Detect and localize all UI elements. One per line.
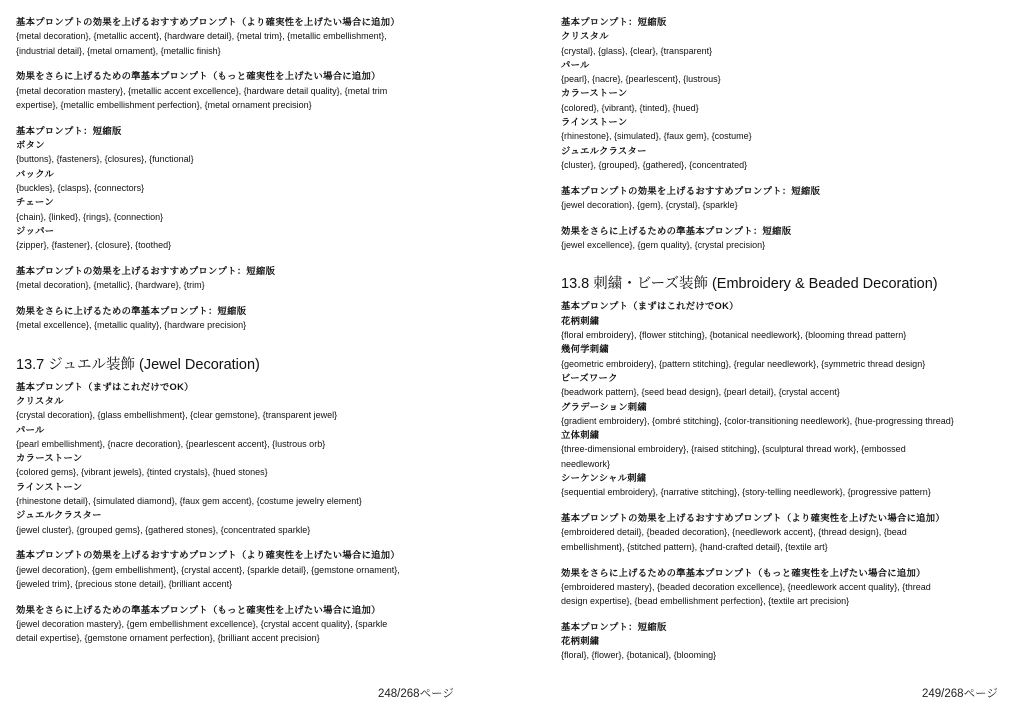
prompt-text: {gradient embroidery}, {ombré stitching}, {color-transitioning needlework}, {hue-progressing thread} (561, 415, 954, 426)
item-label: グラデーション刺繍 (561, 401, 647, 412)
prompt-text: {jewel excellence}, {gem quality}, {crystal precision} (561, 240, 766, 251)
prompt-text: {metal excellence}, {metallic quality}, {hardware precision} (16, 320, 247, 331)
prompt-text: {crystal}, {glass}, {clear}, {transparent} (561, 45, 713, 56)
item-label: クリスタル (561, 31, 609, 42)
item-label: クリスタル (16, 395, 64, 406)
prompt-text: {jeweled trim}, {precious stone detail}, {brilliant accent} (16, 579, 233, 589)
prompt-text: detail expertise}, {gemstone ornament perfection}, {brilliant accent precision} (16, 633, 320, 644)
prompt-text: {beadwork pattern}, {seed bead design}, {pearl detail}, {crystal accent} (561, 387, 840, 398)
prompt-text: {rhinestone detail}, {simulated diamond}, {faux gem accent}, {costume jewelry element} (16, 496, 362, 507)
page-number: 248/268ページ (378, 688, 454, 700)
prompt-block (561, 566, 1024, 609)
prompt-text: {industrial detail}, {metal ornament}, {metallic finish} (16, 45, 221, 56)
prompt-text: {pearl}, {nacre}, {pearlescent}, {lustrous} (561, 74, 721, 85)
prompt-block (16, 69, 506, 112)
prompt-block (16, 304, 506, 333)
item-label: 立体刺繍 (561, 430, 600, 441)
prompt-text: design expertise}, {bead embellishment perfection}, {textile art precision} (561, 596, 850, 607)
block-heading: 基本プロンプトの効果を上げるおすすめプロンプト（より確実性を上げたい場合に追加） (561, 513, 945, 524)
block-heading: 基本プロンプト：短縮版 (561, 621, 667, 632)
page-248 (16, 15, 506, 657)
prompt-text: {pearl embellishment}, {nacre decoration}, {pearlescent accent}, {lustrous orb} (16, 438, 326, 449)
prompt-text: {embroidered mastery}, {beaded decoration excellence}, {needlework accent quality}, {thread (561, 581, 931, 592)
prompt-block (561, 15, 1024, 172)
prompt-block (561, 224, 1024, 253)
prompt-text: {metal decoration}, {metallic}, {hardware}, {trim} (16, 280, 205, 291)
prompt-text: {jewel decoration}, {gem embellishment}, {crystal accent}, {sparkle detail}, {gemstone ornament}, (16, 564, 400, 575)
block-heading: 基本プロンプトの効果を上げるおすすめプロンプト（より確実性を上げたい場合に追加） (16, 17, 400, 27)
item-label: カラーストーン (561, 88, 628, 99)
prompt-block (16, 15, 506, 58)
block-heading: 基本プロンプト：短縮版 (561, 17, 667, 27)
item-label: カラーストーン (16, 453, 83, 464)
item-label: バックル (16, 168, 55, 179)
prompt-text: {floral embroidery}, {flower stitching}, {botanical needlework}, {blooming thread pattern} (561, 330, 907, 341)
prompt-text: needlework} (561, 458, 611, 469)
item-label: パール (16, 424, 45, 435)
prompt-block (16, 380, 506, 537)
prompt-text: {metal decoration}, {metallic accent}, {hardware detail}, {metal trim}, {metallic embellishment}, (16, 31, 387, 42)
item-label: 花柄刺繍 (561, 315, 600, 326)
prompt-block (16, 548, 506, 591)
prompt-block (16, 264, 506, 293)
prompt-text: embellishment}, {stitched pattern}, {hand-crafted detail}, {textile art} (561, 541, 828, 552)
block-heading: 基本プロンプトの効果を上げるおすすめプロンプト：短縮版 (561, 185, 821, 196)
block-heading: 効果をさらに上げるための準基本プロンプト：短縮版 (561, 225, 792, 236)
prompt-text: {jewel decoration}, {gem}, {crystal}, {sparkle} (561, 200, 738, 211)
prompt-text: {cluster}, {grouped}, {gathered}, {concentrated} (561, 159, 748, 170)
section-heading: 13.7 ジュエル装飾 (Jewel Decoration) (16, 356, 260, 373)
block-heading: 効果をさらに上げるための準基本プロンプト（もっと確実性を上げたい場合に追加） (561, 567, 926, 578)
prompt-text: expertise}, {metallic embellishment perfection}, {metal ornament precision} (16, 99, 312, 110)
prompt-text: {zipper}, {fastener}, {closure}, {toothed} (16, 240, 172, 251)
block-heading: 基本プロンプト（まずはこれだけでOK） (16, 381, 194, 392)
block-heading: 基本プロンプト：短縮版 (16, 125, 122, 136)
section-heading: 13.8 刺繍・ビーズ装飾 (Embroidery & Beaded Decoration) (561, 276, 938, 293)
block-heading: 基本プロンプト（まずはこれだけでOK） (561, 301, 739, 312)
prompt-block (16, 603, 506, 646)
prompt-text: {crystal decoration}, {glass embellishment}, {clear gemstone}, {transparent jewel} (16, 410, 338, 421)
page-number: 249/268ページ (922, 688, 998, 700)
prompt-block (561, 620, 1024, 663)
page-249 (561, 15, 1024, 674)
prompt-text: {buckles}, {clasps}, {connectors} (16, 182, 145, 193)
prompt-text: {metal decoration mastery}, {metallic accent excellence}, {hardware detail quality}, {metal trim (16, 85, 388, 96)
item-label: ジュエルクラスター (561, 145, 647, 156)
block-heading: 効果をさらに上げるための準基本プロンプト：短縮版 (16, 306, 247, 317)
prompt-text: {colored gems}, {vibrant jewels}, {tinted crystals}, {hued stones} (16, 467, 268, 478)
item-label: 花柄刺繍 (561, 636, 600, 647)
prompt-text: {sequential embroidery}, {narrative stitching}, {story-telling needlework}, {progressive pattern} (561, 487, 931, 498)
prompt-text: {rhinestone}, {simulated}, {faux gem}, {costume} (561, 131, 752, 142)
prompt-text: {three-dimensional embroidery}, {raised stitching}, {sculptural thread work}, {embossed (561, 444, 906, 455)
prompt-text: {jewel decoration mastery}, {gem embellishment excellence}, {crystal accent quality}, {sparkle (16, 619, 388, 630)
item-label: パール (561, 59, 590, 70)
block-heading: 効果をさらに上げるための準基本プロンプト（もっと確実性を上げたい場合に追加） (16, 71, 381, 82)
prompt-block (16, 124, 506, 253)
prompt-text: {chain}, {linked}, {rings}, {connection} (16, 211, 164, 222)
item-label: シーケンシャル刺繍 (561, 473, 647, 484)
item-label: ラインストーン (16, 481, 83, 492)
prompt-block (561, 184, 1024, 213)
item-label: ジュエルクラスター (16, 510, 102, 521)
item-label: ビーズワーク (561, 372, 618, 383)
prompt-block (561, 299, 1024, 499)
item-label: ラインストーン (561, 117, 628, 128)
item-label: ジッパー (16, 225, 55, 236)
item-label: ボタン (16, 140, 45, 151)
prompt-text: {geometric embroidery}, {pattern stitching}, {regular needlework}, {symmetric thread design} (561, 358, 926, 369)
prompt-text: {buttons}, {fasteners}, {closures}, {functional} (16, 154, 194, 165)
block-heading: 効果をさらに上げるための準基本プロンプト（もっと確実性を上げたい場合に追加） (16, 604, 381, 615)
prompt-text: {jewel cluster}, {grouped gems}, {gathered stones}, {concentrated sparkle} (16, 524, 311, 535)
prompt-text: {colored}, {vibrant}, {tinted}, {hued} (561, 102, 699, 113)
item-label: 幾何学刺繍 (561, 344, 609, 355)
item-label: チェーン (16, 197, 54, 208)
prompt-text: {embroidered detail}, {beaded decoration}, {needlework accent}, {thread design}, {bead (561, 527, 907, 538)
prompt-block (561, 511, 1024, 554)
block-heading: 基本プロンプトの効果を上げるおすすめプロンプト：短縮版 (16, 265, 276, 276)
prompt-text: {floral}, {flower}, {botanical}, {blooming} (561, 650, 717, 661)
block-heading: 基本プロンプトの効果を上げるおすすめプロンプト（より確実性を上げたい場合に追加） (16, 550, 400, 561)
